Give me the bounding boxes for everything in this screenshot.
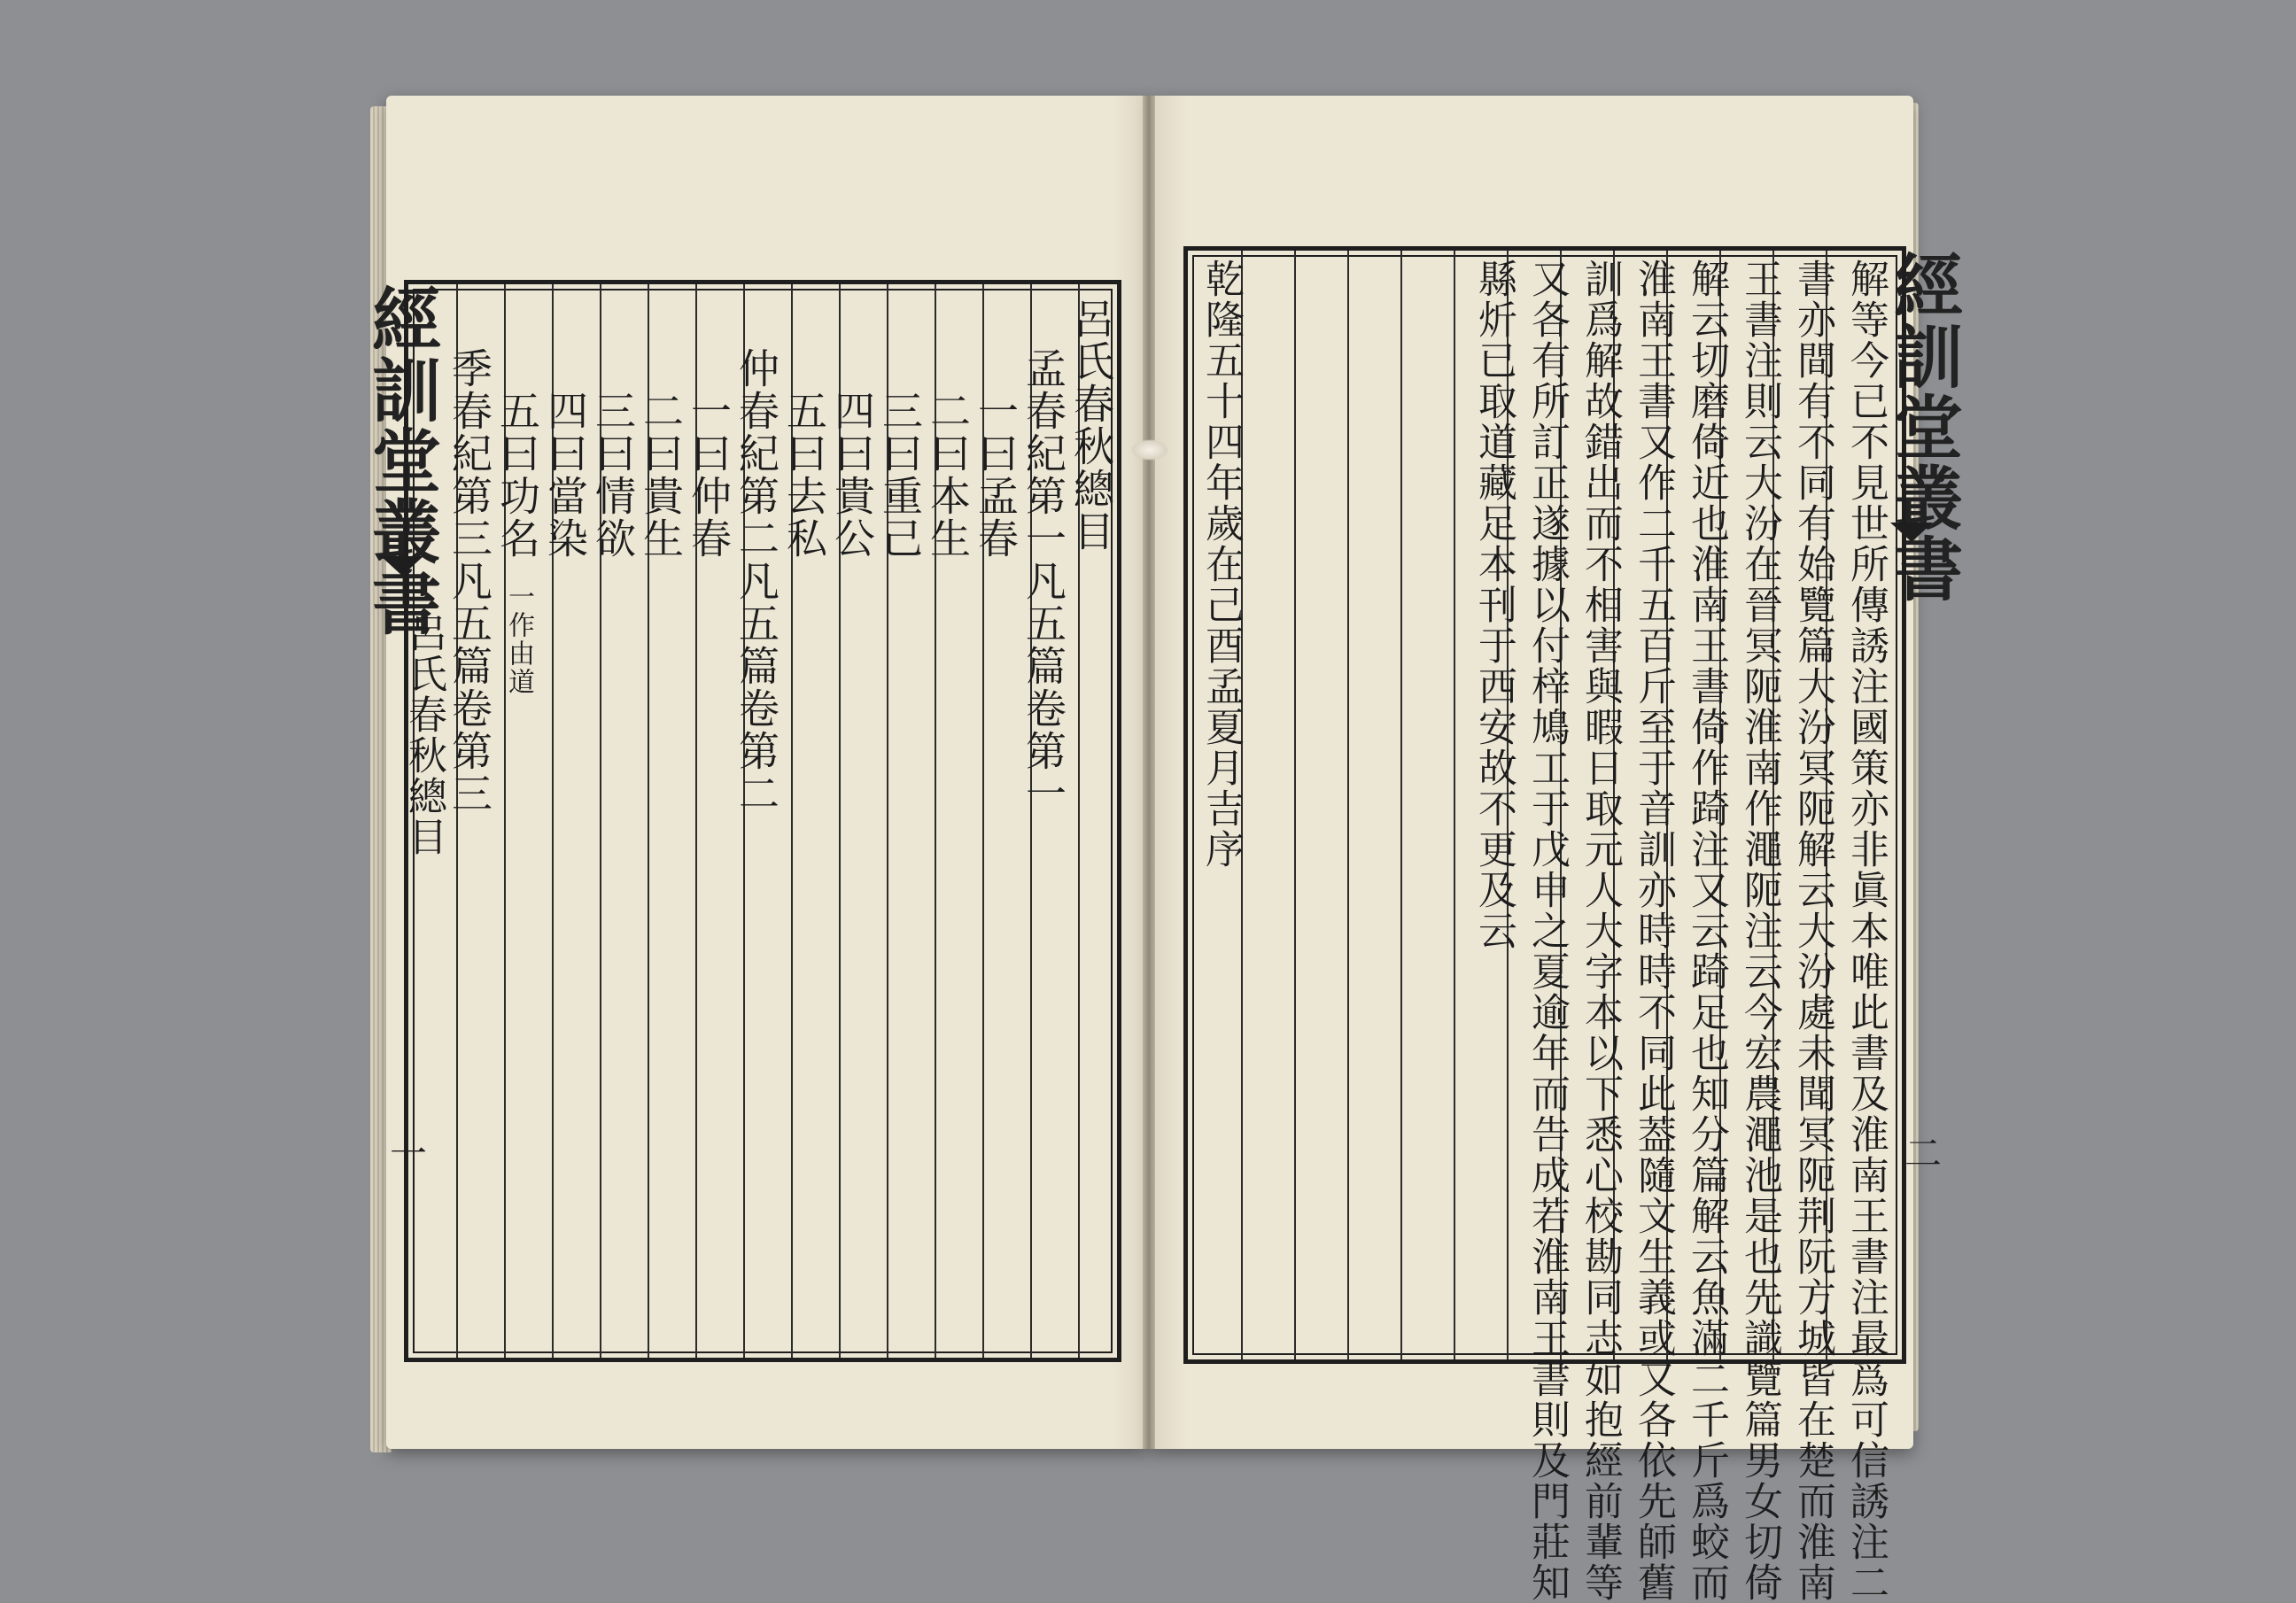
toc-entry: 四曰貴公: [828, 390, 876, 560]
column-rule: [1400, 251, 1402, 1359]
right-page-number: 二: [1904, 1132, 1943, 1175]
preface-line: 解等今已不見世所傳誘注國策亦非眞本唯此書及淮南王書注最爲可信誘注二: [1843, 259, 1889, 1603]
toc-entry: 五曰功名: [493, 390, 541, 560]
preface-line: 王書注則云大汾在晉冥阨淮南作澠阨注云今宏農澠池是也先識覽篇男女切倚: [1737, 259, 1782, 1603]
preface-line: 書亦間有不同有始覽篇大汾冥阨解云大汾處未聞冥阨荆阮方城皆在楚而淮南: [1790, 259, 1835, 1603]
toc-entry: 孟春紀第一凡五篇卷第一: [1020, 347, 1067, 815]
preface-line: 又各有所訂正遂據以付梓鳩工于戊申之夏逾年而告成若淮南王書則及門莊知: [1524, 259, 1570, 1603]
preface-date: 乾隆五十四年歲在己酉孟夏月吉序: [1198, 259, 1244, 870]
toc-entry: 三曰情欲: [589, 390, 637, 560]
left-page-number: 一: [390, 1132, 428, 1175]
preface-line: 縣炘已取道藏足本刊于西安故不更及云: [1471, 259, 1516, 951]
toc-entry: 四曰當染: [541, 390, 589, 560]
preface-line: 解云切磨倚近也淮南王書倚作踦注又云踦足也知分篇解云魚滿二千斤爲蛟而: [1684, 259, 1729, 1603]
toc-entry: 仲春紀第二凡五篇卷第二: [733, 347, 780, 815]
column-rule: [1294, 251, 1296, 1359]
preface-line: 訓爲解故錯出而不相害與暇日取元人大字本以下悉心校勘同志如抱經前輩等: [1578, 259, 1623, 1603]
toc-entry: 五曰去私: [780, 390, 828, 560]
toc-entry: 二曰貴生: [637, 390, 685, 560]
right-banner-title: 經訓堂叢書: [1882, 250, 1963, 604]
toc-entry: 一曰孟春: [972, 390, 1020, 560]
column-rule: [1454, 251, 1455, 1359]
toc-entry: 二曰本生: [924, 390, 972, 560]
toc-heading: 呂氏春秋總目: [1067, 298, 1115, 553]
left-banner-title: 經訓堂叢書: [361, 283, 441, 638]
toc-entry: 一曰仲春: [685, 390, 733, 560]
book-gutter: [1143, 96, 1155, 1449]
toc-note: 一作由道: [503, 583, 534, 696]
toc-entry: 三曰重己: [876, 390, 924, 560]
column-rule: [1347, 251, 1349, 1359]
binding-thread: [1130, 439, 1169, 461]
toc-entry: 季春紀第三凡五篇卷第三: [446, 347, 493, 815]
left-banner-subtitle: 呂氏春秋總目: [401, 613, 446, 857]
preface-line: 淮南王書又作二千五百斤至于音訓亦時時不同此葢隨文生義或又各依先師舊: [1631, 259, 1676, 1603]
